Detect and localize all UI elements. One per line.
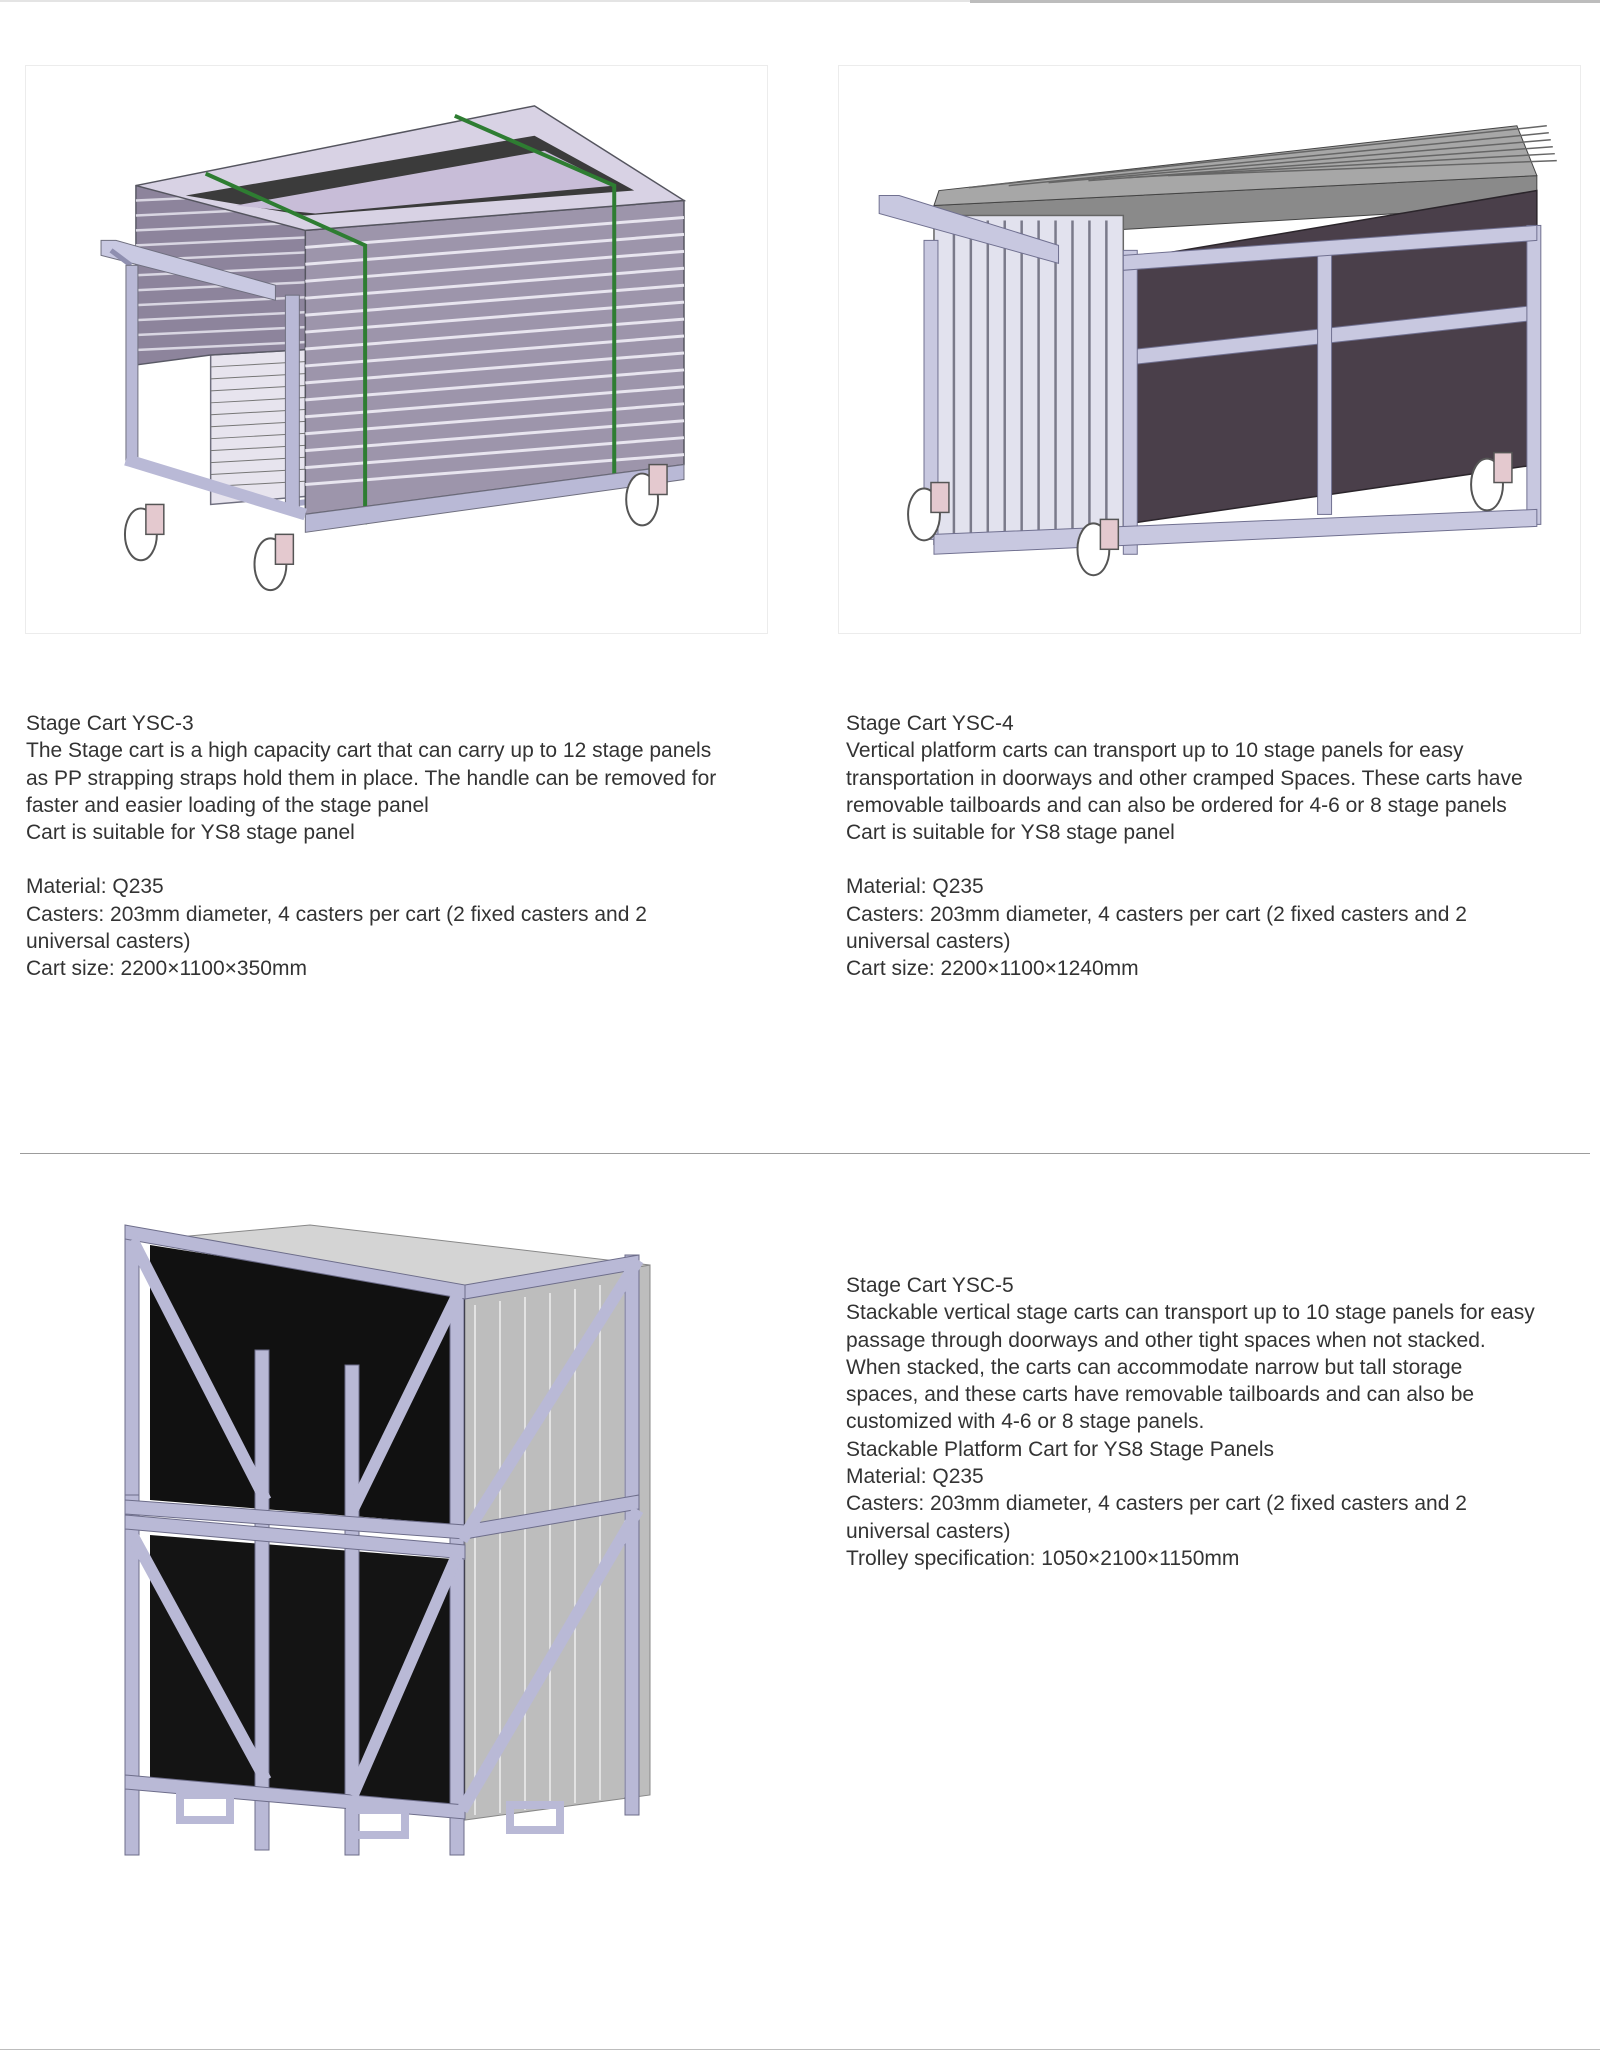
stage-cart-ysc5-drawing [105, 1215, 735, 1860]
description-line: as PP strapping straps hold them in place. The handle can be removed for [26, 766, 717, 790]
size-spec: Cart size: 2200×1100×350mm [26, 957, 307, 981]
product-image-ysc-5 [105, 1215, 735, 1860]
stage-cart-ysc4-drawing [839, 66, 1580, 633]
description-line: faster and easier loading of the stage panel [26, 793, 429, 817]
casters-spec: universal casters) [26, 930, 191, 954]
casters-spec: Casters: 203mm diameter, 4 casters per cart (2 fixed casters and 2 [26, 902, 647, 926]
bottom-rule [0, 2049, 1600, 2050]
product-description-ysc-4 [846, 710, 1596, 983]
description-line: spaces, and these carts have removable tailboards and can also be [846, 1383, 1475, 1407]
top-rule-accent [970, 0, 1600, 3]
description-line: Cart is suitable for YS8 stage panel [846, 821, 1175, 845]
product-title: Stage Cart YSC-4 [846, 712, 1014, 735]
material-spec: Material: Q235 [26, 875, 164, 899]
description-line: passage through doorways and other tight spaces when not stacked. [846, 1328, 1486, 1352]
casters-spec: Casters: 203mm diameter, 4 casters per cart (2 fixed casters and 2 [846, 902, 1467, 926]
description-line: Vertical platform carts can transport up to 10 stage panels for easy [846, 739, 1464, 763]
description-line: transportation in doorways and other cramped Spaces. These carts have [846, 766, 1523, 790]
stage-cart-ysc3-drawing [26, 66, 767, 633]
section-divider [20, 1153, 1590, 1154]
description-line: Stackable Platform Cart for YS8 Stage Panels [846, 1437, 1274, 1461]
size-spec: Trolley specification: 1050×2100×1150mm [846, 1546, 1240, 1570]
description-line: customized with 4-6 or 8 stage panels. [846, 1410, 1205, 1434]
product-image-ysc-3 [25, 65, 768, 634]
description-line: When stacked, the carts can accommodate narrow but tall storage [846, 1355, 1463, 1379]
description-line: The Stage cart is a high capacity cart that can carry up to 12 stage panels [26, 739, 712, 763]
material-spec: Material: Q235 [846, 875, 984, 899]
product-title: Stage Cart YSC-3 [26, 712, 194, 735]
description-line: Cart is suitable for YS8 stage panel [26, 821, 355, 845]
description-line: removable tailboards and can also be ordered for 4-6 or 8 stage panels [846, 793, 1507, 817]
size-spec: Cart size: 2200×1100×1240mm [846, 957, 1139, 981]
casters-spec: universal casters) [846, 930, 1011, 954]
product-title: Stage Cart YSC-5 [846, 1274, 1014, 1297]
product-description-ysc-5 [846, 1272, 1596, 1572]
casters-spec: Casters: 203mm diameter, 4 casters per cart (2 fixed casters and 2 [846, 1492, 1467, 1516]
description-line: Stackable vertical stage carts can transport up to 10 stage panels for easy [846, 1301, 1535, 1325]
material-spec: Material: Q235 [846, 1465, 984, 1489]
casters-spec: universal casters) [846, 1519, 1011, 1543]
product-description-ysc-3 [26, 710, 796, 983]
product-image-ysc-4 [838, 65, 1581, 634]
